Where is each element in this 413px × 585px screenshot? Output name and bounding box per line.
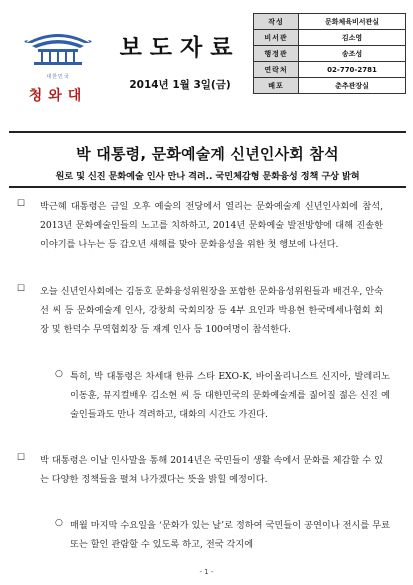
- document-header: [9, 13, 406, 130]
- headline: 박 대통령, 문화예술계 신년인사회 참석: [76, 145, 339, 163]
- subheadline: 원로 및 신진 문화예술 인사 만나 격려.. 국민체감형 문화융성 정책 구상 밝혀: [55, 171, 360, 182]
- info-value: 문화체육비서관실: [299, 14, 406, 30]
- logo-subtext: 대한민국: [46, 74, 70, 80]
- square-bullet-icon: ☐: [17, 199, 26, 209]
- info-key: 비서관: [254, 30, 299, 46]
- info-value: 춘추관장실: [299, 78, 406, 94]
- info-value: 송조성: [299, 46, 406, 62]
- logo-name: 청와대: [28, 88, 88, 104]
- info-key: 행정관: [254, 46, 299, 62]
- info-row-distribution: [254, 78, 406, 94]
- cheongwadae-logo: [9, 13, 107, 129]
- info-row-officer: [254, 46, 406, 62]
- circle-bullet-icon: ○: [55, 518, 63, 528]
- headline-rule-bottom: [9, 186, 406, 188]
- paragraph-1: 박근혜 대통령은 금일 오후 예술의 전당에서 열리는 문화예술계 신년인사회에 참석, 2013년 문화예술인들의 노고를 치하하고, 2014년 문화예술 발전방향에 대해 진솔한 이야기를 나누는 등 갑오년 새해를 맞아 문화융성을 위한 첫 행보에 나선다.: [40, 201, 383, 250]
- paragraph-2-sub: 특히, 박 대통령은 차세대 한류 스타 EXO-K, 바이올리니스트 신지아, 발레리노 이동훈, 뮤지컬배우 김소현 씨 등 대한민국의 문화예술계를 짊어질 젊은 신진 예술인들과도 만나 격려하고, 대화의 시간도 가진다.: [70, 371, 390, 420]
- info-row-author: [254, 14, 406, 30]
- document-title: 보도자료: [119, 35, 241, 61]
- paragraph-3: 박 대통령은 이날 인사말을 통해 2014년은 국민들이 생활 속에서 문화를 체감할 수 있는 다양한 정책들을 펼쳐 나가겠다는 뜻을 밝힐 예정이다.: [40, 455, 383, 485]
- info-row-contact: [254, 62, 406, 78]
- document-date: 2014년 1월 3일(금): [129, 79, 231, 91]
- info-key: 배포: [254, 78, 299, 94]
- blue-house-roof-icon: [22, 21, 94, 71]
- title-box: [107, 13, 253, 129]
- headline-rule-top: [9, 131, 406, 133]
- paragraph-2: 오늘 신년인사회에는 김동호 문화융성위원장을 포함한 문화융성위원들과 배건우, 안숙선 씨 등 문화예술계 인사, 강창희 국회의장 등 4부 요인과 박용현 한국메세나협회 회장 및 한덕수 무역협회장 등 재계 인사 등 100여명이 참석한다.: [40, 286, 383, 335]
- square-bullet-icon: ☐: [17, 453, 26, 463]
- info-row-secretary: [254, 30, 406, 46]
- square-bullet-icon: ☐: [17, 284, 26, 294]
- paragraph-3-sub: 매월 마지막 수요일을 ‘문화가 있는 날’로 정하여 국민들이 공연이나 전시를 무료 또는 할인 관람할 수 있도록 하고, 전국 각지에: [70, 520, 390, 550]
- circle-bullet-icon: ○: [55, 369, 63, 379]
- contact-info-table: [253, 13, 406, 94]
- info-key: 연락처: [254, 62, 299, 78]
- info-key: 작성: [254, 14, 299, 30]
- info-value: 김소영: [299, 30, 406, 46]
- info-value: 02-770-2781: [299, 62, 406, 78]
- page-number: - 1 -: [199, 568, 214, 576]
